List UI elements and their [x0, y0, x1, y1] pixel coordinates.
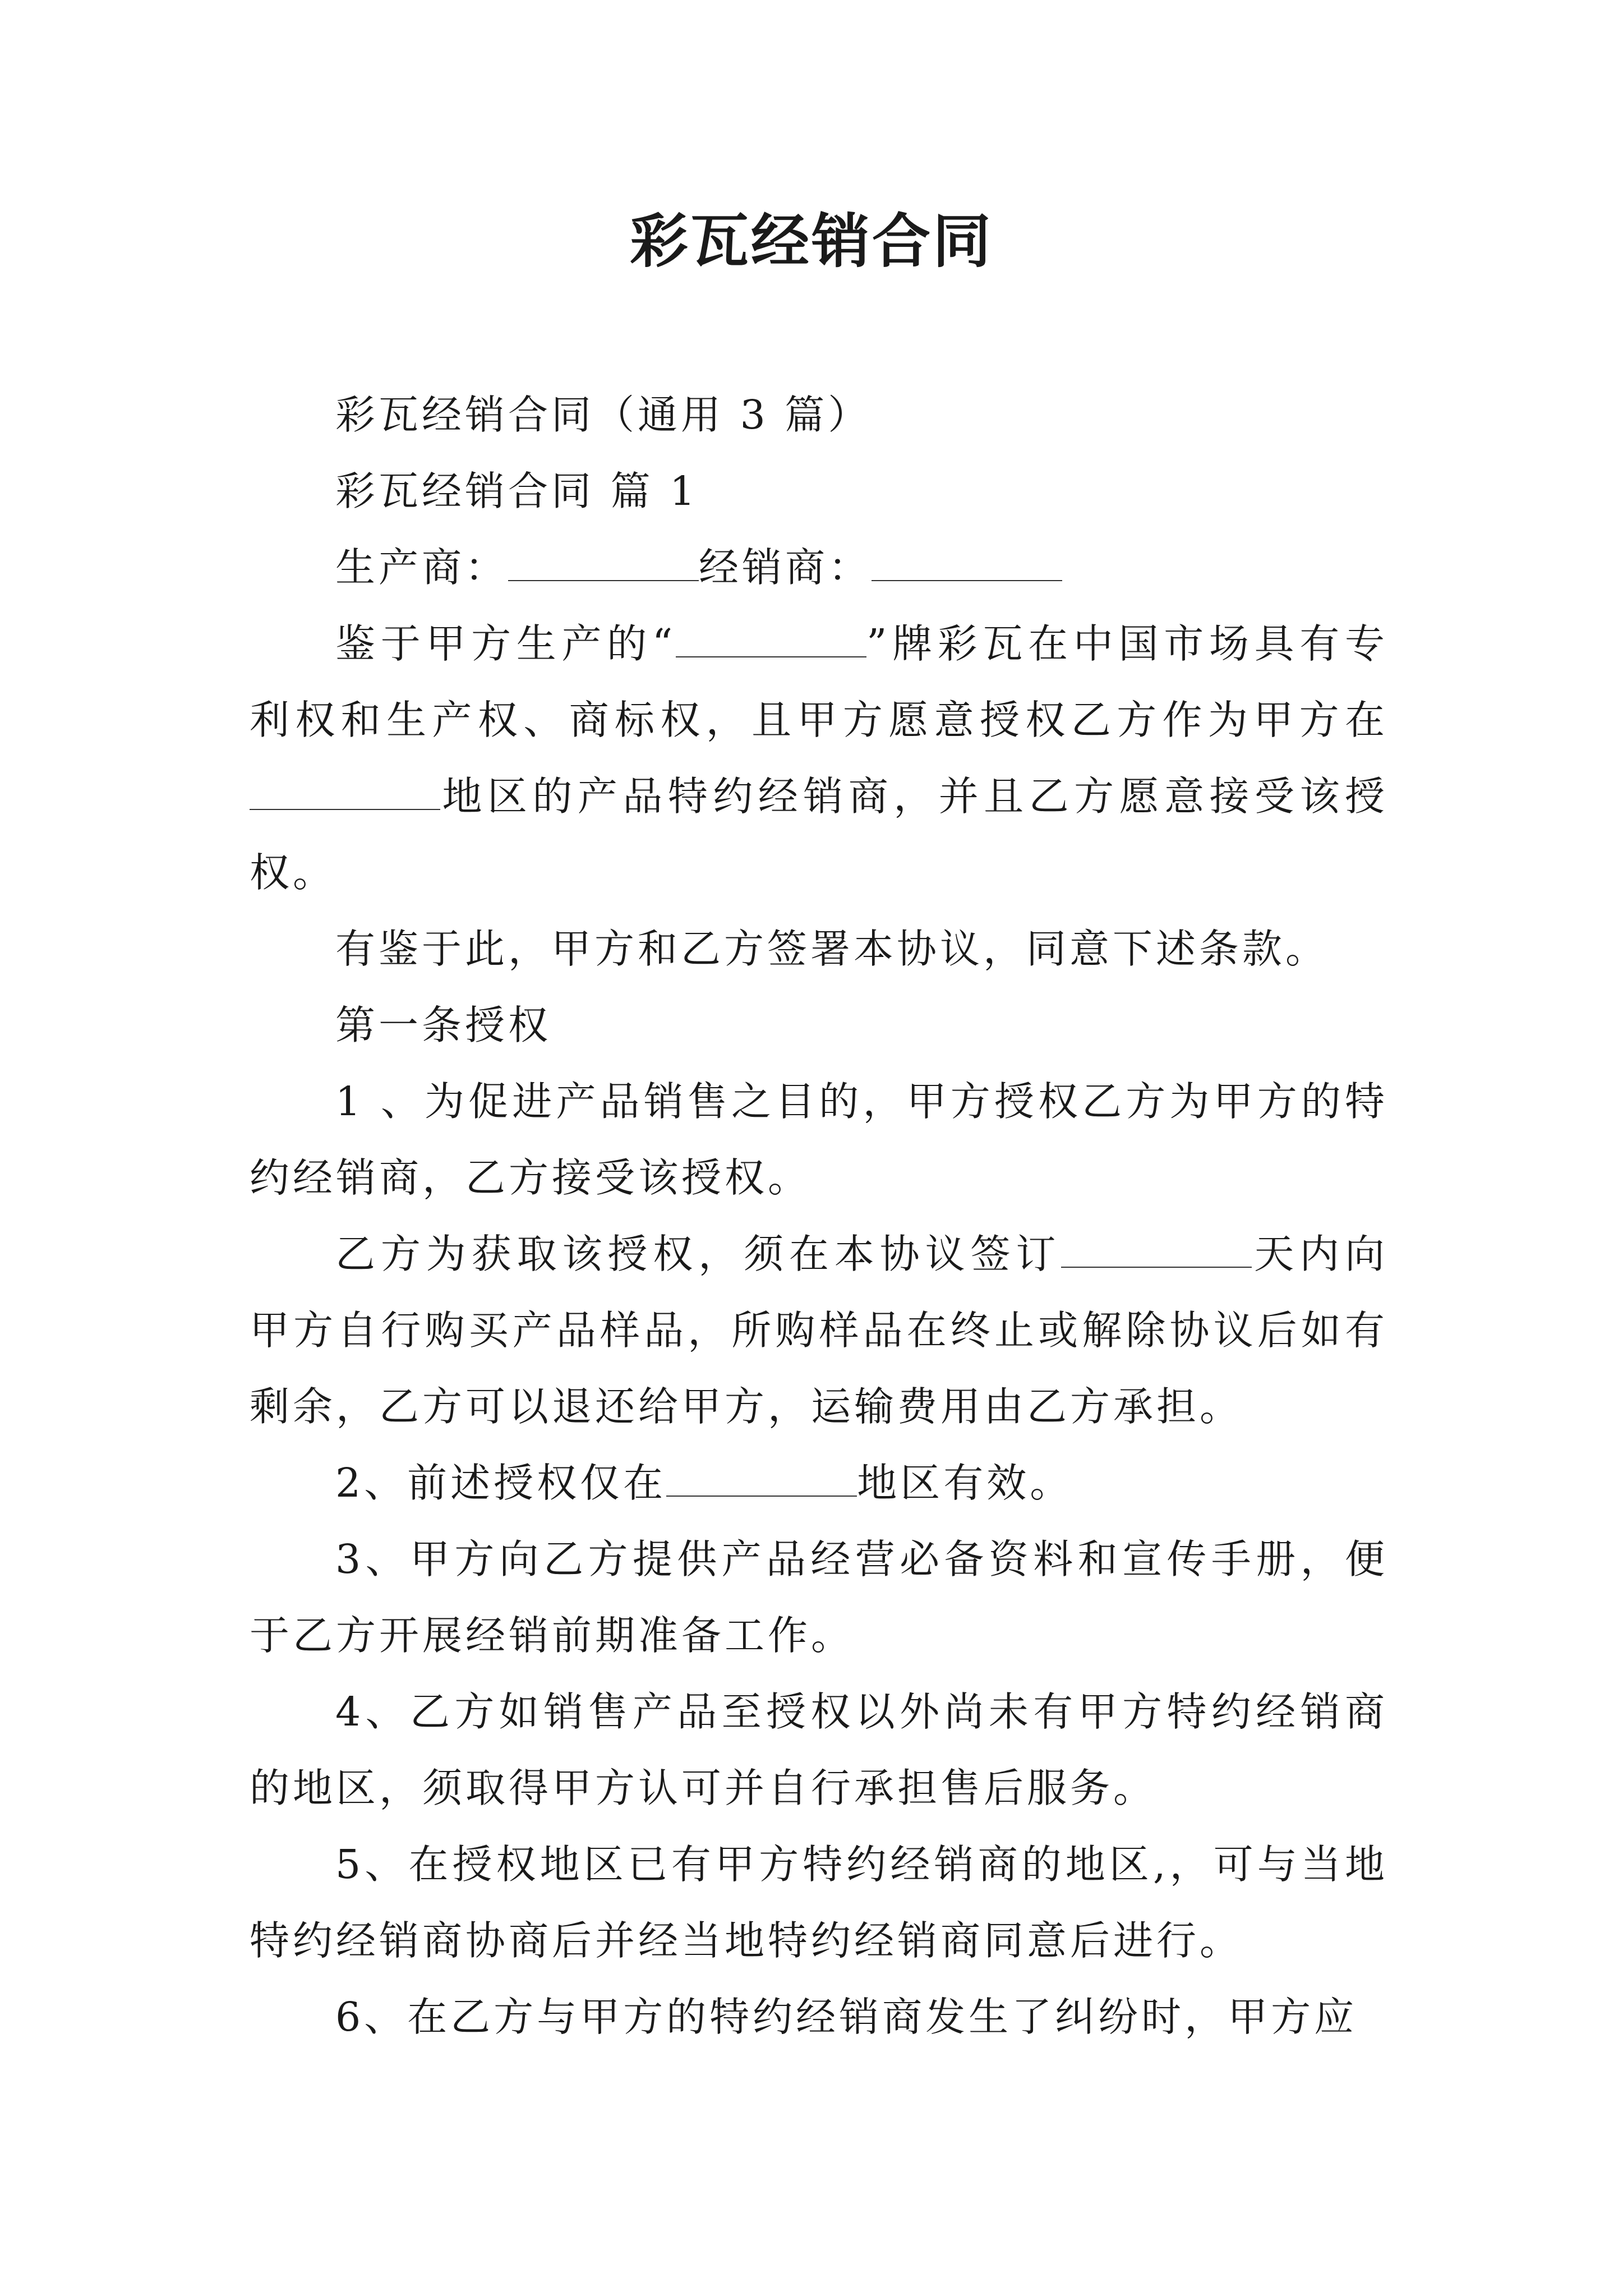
paragraph-clause-2 — [250, 1445, 1388, 1521]
recital-text-3: 地区的产品特约经销商，并且乙方愿意接受该授权。 — [250, 773, 1388, 896]
manufacturer-label: 生产商： — [335, 544, 509, 591]
document-body — [250, 377, 1388, 2055]
paragraph-subtitle: 彩瓦经销合同（通用 3 篇） — [335, 392, 872, 438]
paragraph-clause-3: 3、甲方向乙方提供产品经营必备资料和宣传手册，便于乙方开展经销前期准备工作。 — [250, 1536, 1388, 1659]
clause-2-text-2: 地区有效。 — [857, 1460, 1073, 1506]
paragraph-clause-5: 5、在授权地区已有甲方特约经销商的地区,，可与当地特约经销商协商后并经当地特约经销商同意后进行。 — [250, 1841, 1388, 1964]
recital-text-2: ”牌彩瓦在中国市场具有专利权和生产权、商标权，且甲方愿意授权乙方作为甲方在 — [250, 620, 1388, 743]
clause-2-text-1: 2、前述授权仅在 — [335, 1460, 667, 1506]
paragraph-article-1-heading: 第一条授权 — [335, 1002, 552, 1048]
recital-text-1: 鉴于甲方生产的“ — [335, 620, 676, 667]
samples-text-1: 乙方为获取该授权，须在本协议签订 — [335, 1231, 1062, 1277]
document-title: 彩瓦经销合同 — [629, 206, 993, 275]
brand-blank — [676, 617, 866, 657]
paragraph-clause-4: 4、乙方如销售产品至授权以外尚未有甲方特约经销商的地区，须取得甲方认可并自行承担售后服务。 — [250, 1688, 1388, 1811]
days-blank — [1061, 1227, 1252, 1268]
paragraph-samples — [250, 1216, 1388, 1445]
region-blank — [250, 770, 440, 810]
paragraph-recital — [250, 606, 1388, 911]
area-blank — [666, 1456, 857, 1497]
manufacturer-blank — [508, 541, 699, 581]
paragraph-section-heading: 彩瓦经销合同 篇 1 — [335, 468, 699, 514]
paragraph-clause-6: 6、在乙方与甲方的特约经销商发生了纠纷时，甲方应 — [335, 1994, 1358, 2040]
distributor-label: 经销商： — [699, 544, 872, 591]
paragraph-parties — [250, 530, 1388, 606]
distributor-blank — [872, 541, 1062, 581]
paragraph-clause-1: 1 、为促进产品销售之目的，甲方授权乙方为甲方的特约经销商，乙方接受该授权。 — [250, 1078, 1388, 1201]
samples-text-2: 天内向甲方自行购买产品样品，所购样品在终止或解除协议后如有剩余，乙方可以退还给甲方，运输费用由乙方承担。 — [250, 1231, 1388, 1430]
paragraph-agreement: 有鉴于此，甲方和乙方签署本协议，同意下述条款。 — [335, 926, 1329, 972]
